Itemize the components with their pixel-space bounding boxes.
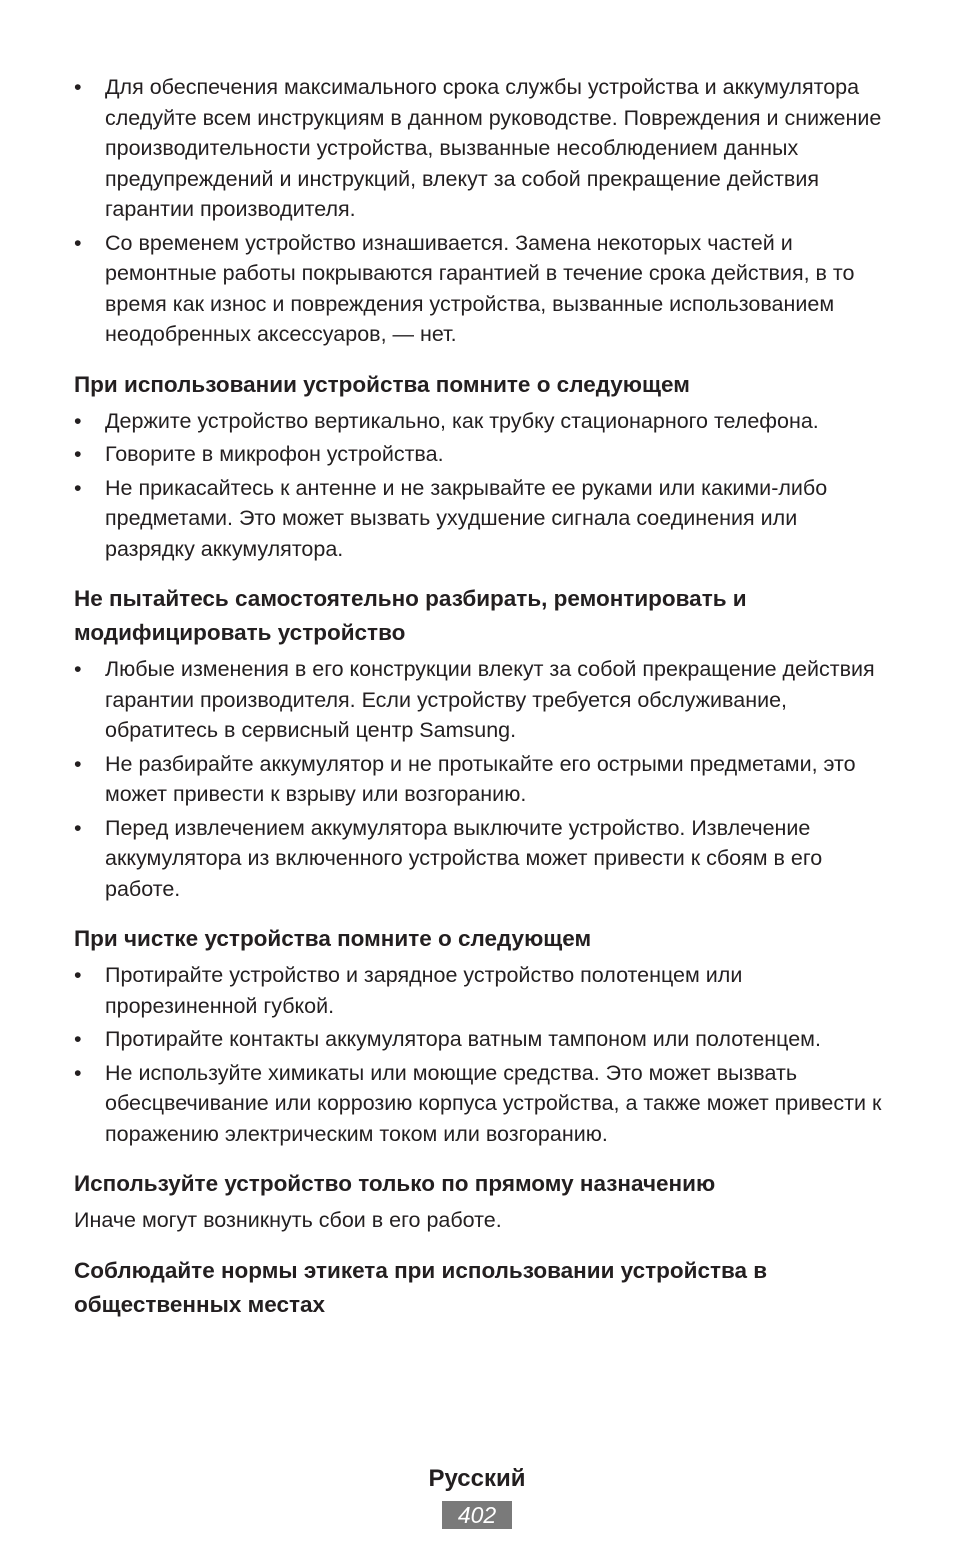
bullet-list <box>74 654 886 904</box>
list-item: • Любые изменения в его конструкции влекут за собой прекращение действия гарантии производителя. Если устройству требуется обслуживание, обратитесь в сервисный центр Samsung. <box>74 654 886 746</box>
section-usage <box>74 368 886 565</box>
section-intended-use <box>74 1167 886 1236</box>
list-item: • Перед извлечением аккумулятора выключите устройство. Извлечение аккумулятора из включенного устройства может привести к сбоям в его работе. <box>74 813 886 905</box>
intro-bullet-list <box>74 72 886 350</box>
list-item: • Держите устройство вертикально, как трубку стационарного телефона. <box>74 406 886 437</box>
list-item: • Протирайте контакты аккумулятора ватным тампоном или полотенцем. <box>74 1024 886 1055</box>
bullet-list <box>74 960 886 1149</box>
section-heading: Используйте устройство только по прямому назначению <box>74 1171 716 1196</box>
section-heading: При чистке устройства помните о следующем <box>74 926 592 951</box>
list-item: • Не разбирайте аккумулятор и не протыкайте его острыми предметами, это может привести к взрыву или возгоранию. <box>74 749 886 810</box>
list-item: • Для обеспечения максимального срока службы устройства и аккумулятора следуйте всем инструкциям в данном руководстве. Повреждения и снижение производительности устройства, вызванные несоблюдением данных предупреждений и инструкций, влекут за собой прекращение действия гарантии производителя. <box>74 72 886 225</box>
bullet-list <box>74 406 886 565</box>
section-disassembly <box>74 582 886 904</box>
list-item: • Не используйте химикаты или моющие средства. Это может вызвать обесцвечивание или коррозию корпуса устройства, а также может привести к поражению электрическим током или возгоранию. <box>74 1058 886 1150</box>
section-heading: При использовании устройства помните о следующем <box>74 371 690 397</box>
list-item: • Говорите в микрофон устройства. <box>74 439 886 470</box>
section-heading: Соблюдайте нормы этикета при использовании устройства в общественных местах <box>74 1257 768 1317</box>
list-item: • Не прикасайтесь к антенне и не закрывайте ее руками или какими-либо предметами. Это может вызвать ухудшение сигнала соединения или разрядку аккумулятора. <box>74 473 886 565</box>
section-text: Иначе могут возникнуть сбои в его работе. <box>74 1208 502 1232</box>
list-item: • Со временем устройство изнашивается. Замена некоторых частей и ремонтные работы покрываются гарантией в течение срока действия, в то время как износ и повреждения устройства, вызванные использованием неодобренных аксессуаров, — нет. <box>74 228 886 350</box>
page-number: 402 <box>442 1501 512 1529</box>
page-footer <box>0 1461 954 1529</box>
footer-language: Русский <box>428 1465 526 1492</box>
section-heading: Не пытайтесь самостоятельно разбирать, ремонтировать и модифицировать устройство <box>74 586 747 645</box>
document-body <box>74 72 886 1326</box>
section-etiquette <box>74 1254 886 1322</box>
list-item: • Протирайте устройство и зарядное устройство полотенцем или прорезиненной губкой. <box>74 960 886 1021</box>
section-cleaning <box>74 922 886 1149</box>
